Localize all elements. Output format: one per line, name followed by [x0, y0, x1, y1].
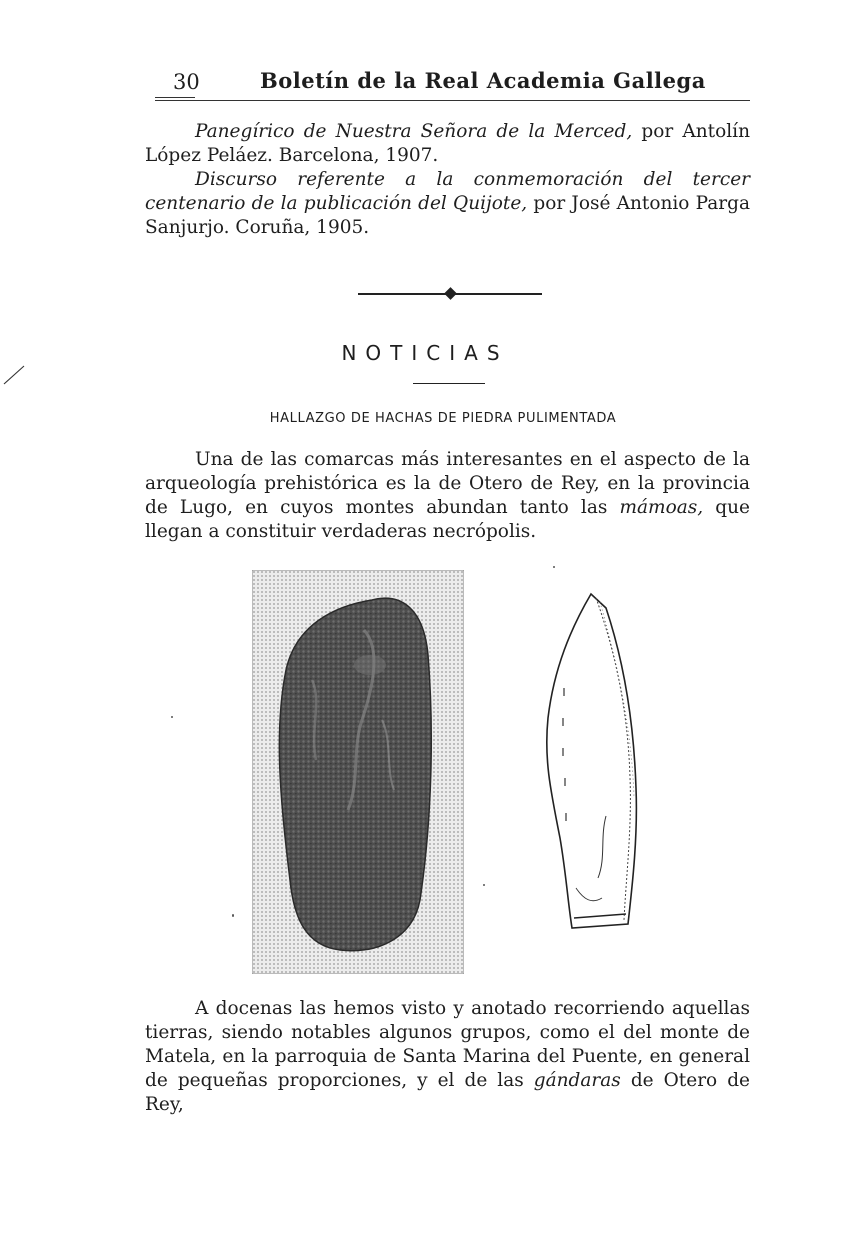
italic-term: gándaras	[533, 1070, 621, 1091]
scan-speck	[553, 566, 555, 568]
header-rule	[155, 100, 750, 101]
running-header	[155, 60, 750, 104]
section-title: NOTICIAS	[341, 341, 509, 365]
margin-pen-mark	[2, 364, 26, 386]
section-title-rule	[413, 383, 485, 384]
article-paragraph: Una de las comarcas más interesantes en el aspecto de la arqueología prehistórica es la de Otero de Rey, en la provincia de Lugo, en cuyos montes abundan tanto las mámoas, que llegan a constituir verdaderas necrópolis.	[145, 449, 750, 542]
entry-details: por Antolín López Peláez. Barcelona, 1907.	[145, 121, 750, 166]
entry-details: por José Antonio Parga Sanjurjo. Coruña, 1905.	[145, 193, 750, 238]
scan-speck	[483, 884, 485, 886]
entry-title: Panegírico de Nuestra Señora de la Merced,	[195, 121, 633, 142]
section-divider-ornament	[358, 284, 542, 304]
journal-title: Boletín de la Real Academia Gallega	[260, 68, 706, 93]
article-paragraph: A docenas las hemos visto y anotado recorriendo aquellas tierras, siendo notables algunos grupos, como el del monte de Matela, en la parroquia de Santa Marina del Puente, en general de pequeñas proporciones, y el de las gándaras de Otero de Rey,	[145, 998, 750, 1115]
italic-term: mámoas,	[619, 497, 704, 518]
entry-title: Discurso referente a la conmemoración del tercer centenario de la publicación del Quijote,	[145, 169, 750, 214]
scan-speck	[171, 716, 173, 718]
divider-diamond	[444, 287, 457, 300]
stone-axe-profile-drawing	[536, 588, 646, 934]
scan-speck	[232, 914, 234, 917]
stone-axe-photograph	[252, 570, 464, 974]
bibliography-entry	[145, 168, 750, 240]
article-subheading: HALLAZGO DE HACHAS DE PIEDRA PULIMENTADA	[269, 411, 617, 426]
page-number-underline	[155, 97, 195, 98]
page-number: 30	[173, 70, 200, 94]
bibliography-list	[145, 120, 750, 240]
bibliography-entry	[145, 120, 750, 168]
